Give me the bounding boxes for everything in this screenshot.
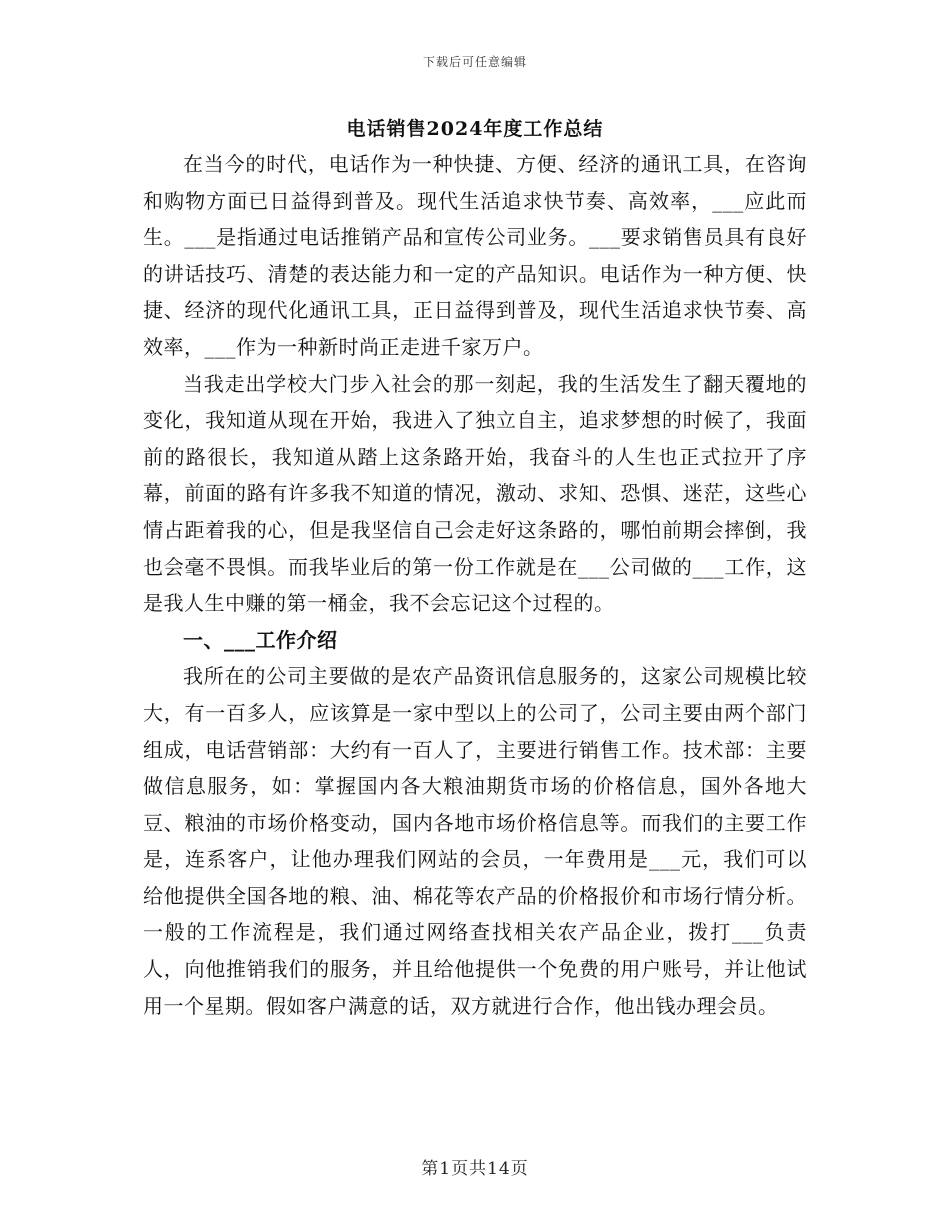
header-note: 下载后可任意编辑 bbox=[422, 55, 527, 69]
paragraph-company: 我所在的公司主要做的是农产品资讯信息服务的，这家公司规模比较大，有一百多人，应该算是一家中型以上的公司了，公司主要由两个部门组成，电话营销部：大约有一百人了，主要进行销售工作。技术部：主要做信息服务，如：掌握国内各大粮油期货市场的价格信息，国外各地大豆、粮油的市场价格变动，国内各地市场价格信息等。而我们的主要工作是，连系客户，让他办理我们网站的会员，一年费用是___元，我们可以给他提供全国各地的粮、油、棉花等农产品的价格报价和市场行情分析。一般的工作流程是，我们通过网络查找相关农产品企业，拨打___负责人，向他推销我们的服务，并且给他提供一个免费的用户账号，并让他试用一个星期。假如客户满意的话，双方就进行合作，他出钱办理会员。 bbox=[143, 664, 807, 1018]
document-body bbox=[143, 146, 807, 1024]
document-title: 电话销售2024年度工作总结 bbox=[346, 118, 604, 140]
section-heading: 一、___工作介绍 bbox=[183, 627, 338, 652]
page-number: 第1页共14页 bbox=[421, 1159, 529, 1179]
paragraph-intro: 在当今的时代，电话作为一种快捷、方便、经济的通讯工具，在咨询和购物方面已日益得到普及。现代生活追求快节奏、高效率，___应此而生。___是指通过电话推销产品和宣传公司业务。___要求销售员具有良好的讲话技巧、清楚的表达能力和一定的产品知识。电话作为一种方便、快捷、经济的现代化通讯工具，正日益得到普及，现代生活追求快节奏、高效率，___作为一种新时尚正走进千家万户。 bbox=[143, 152, 807, 359]
paragraph-graduation: 当我走出学校大门步入社会的那一刻起，我的生活发生了翻天覆地的变化，我知道从现在开始，我进入了独立自主，追求梦想的时候了，我面前的路很长，我知道从踏上这条路开始，我奋斗的人生也正式拉开了序幕，前面的路有许多我不知道的情况，激动、求知、恐惧、迷茫，这些心情占距着我的心，但是我坚信自己会走好这条路的，哪怕前期会摔倒，我也会毫不畏惧。而我毕业后的第一份工作就是在___公司做的___工作，这是我人生中赚的第一桶金，我不会忘记这个过程的。 bbox=[143, 371, 807, 616]
